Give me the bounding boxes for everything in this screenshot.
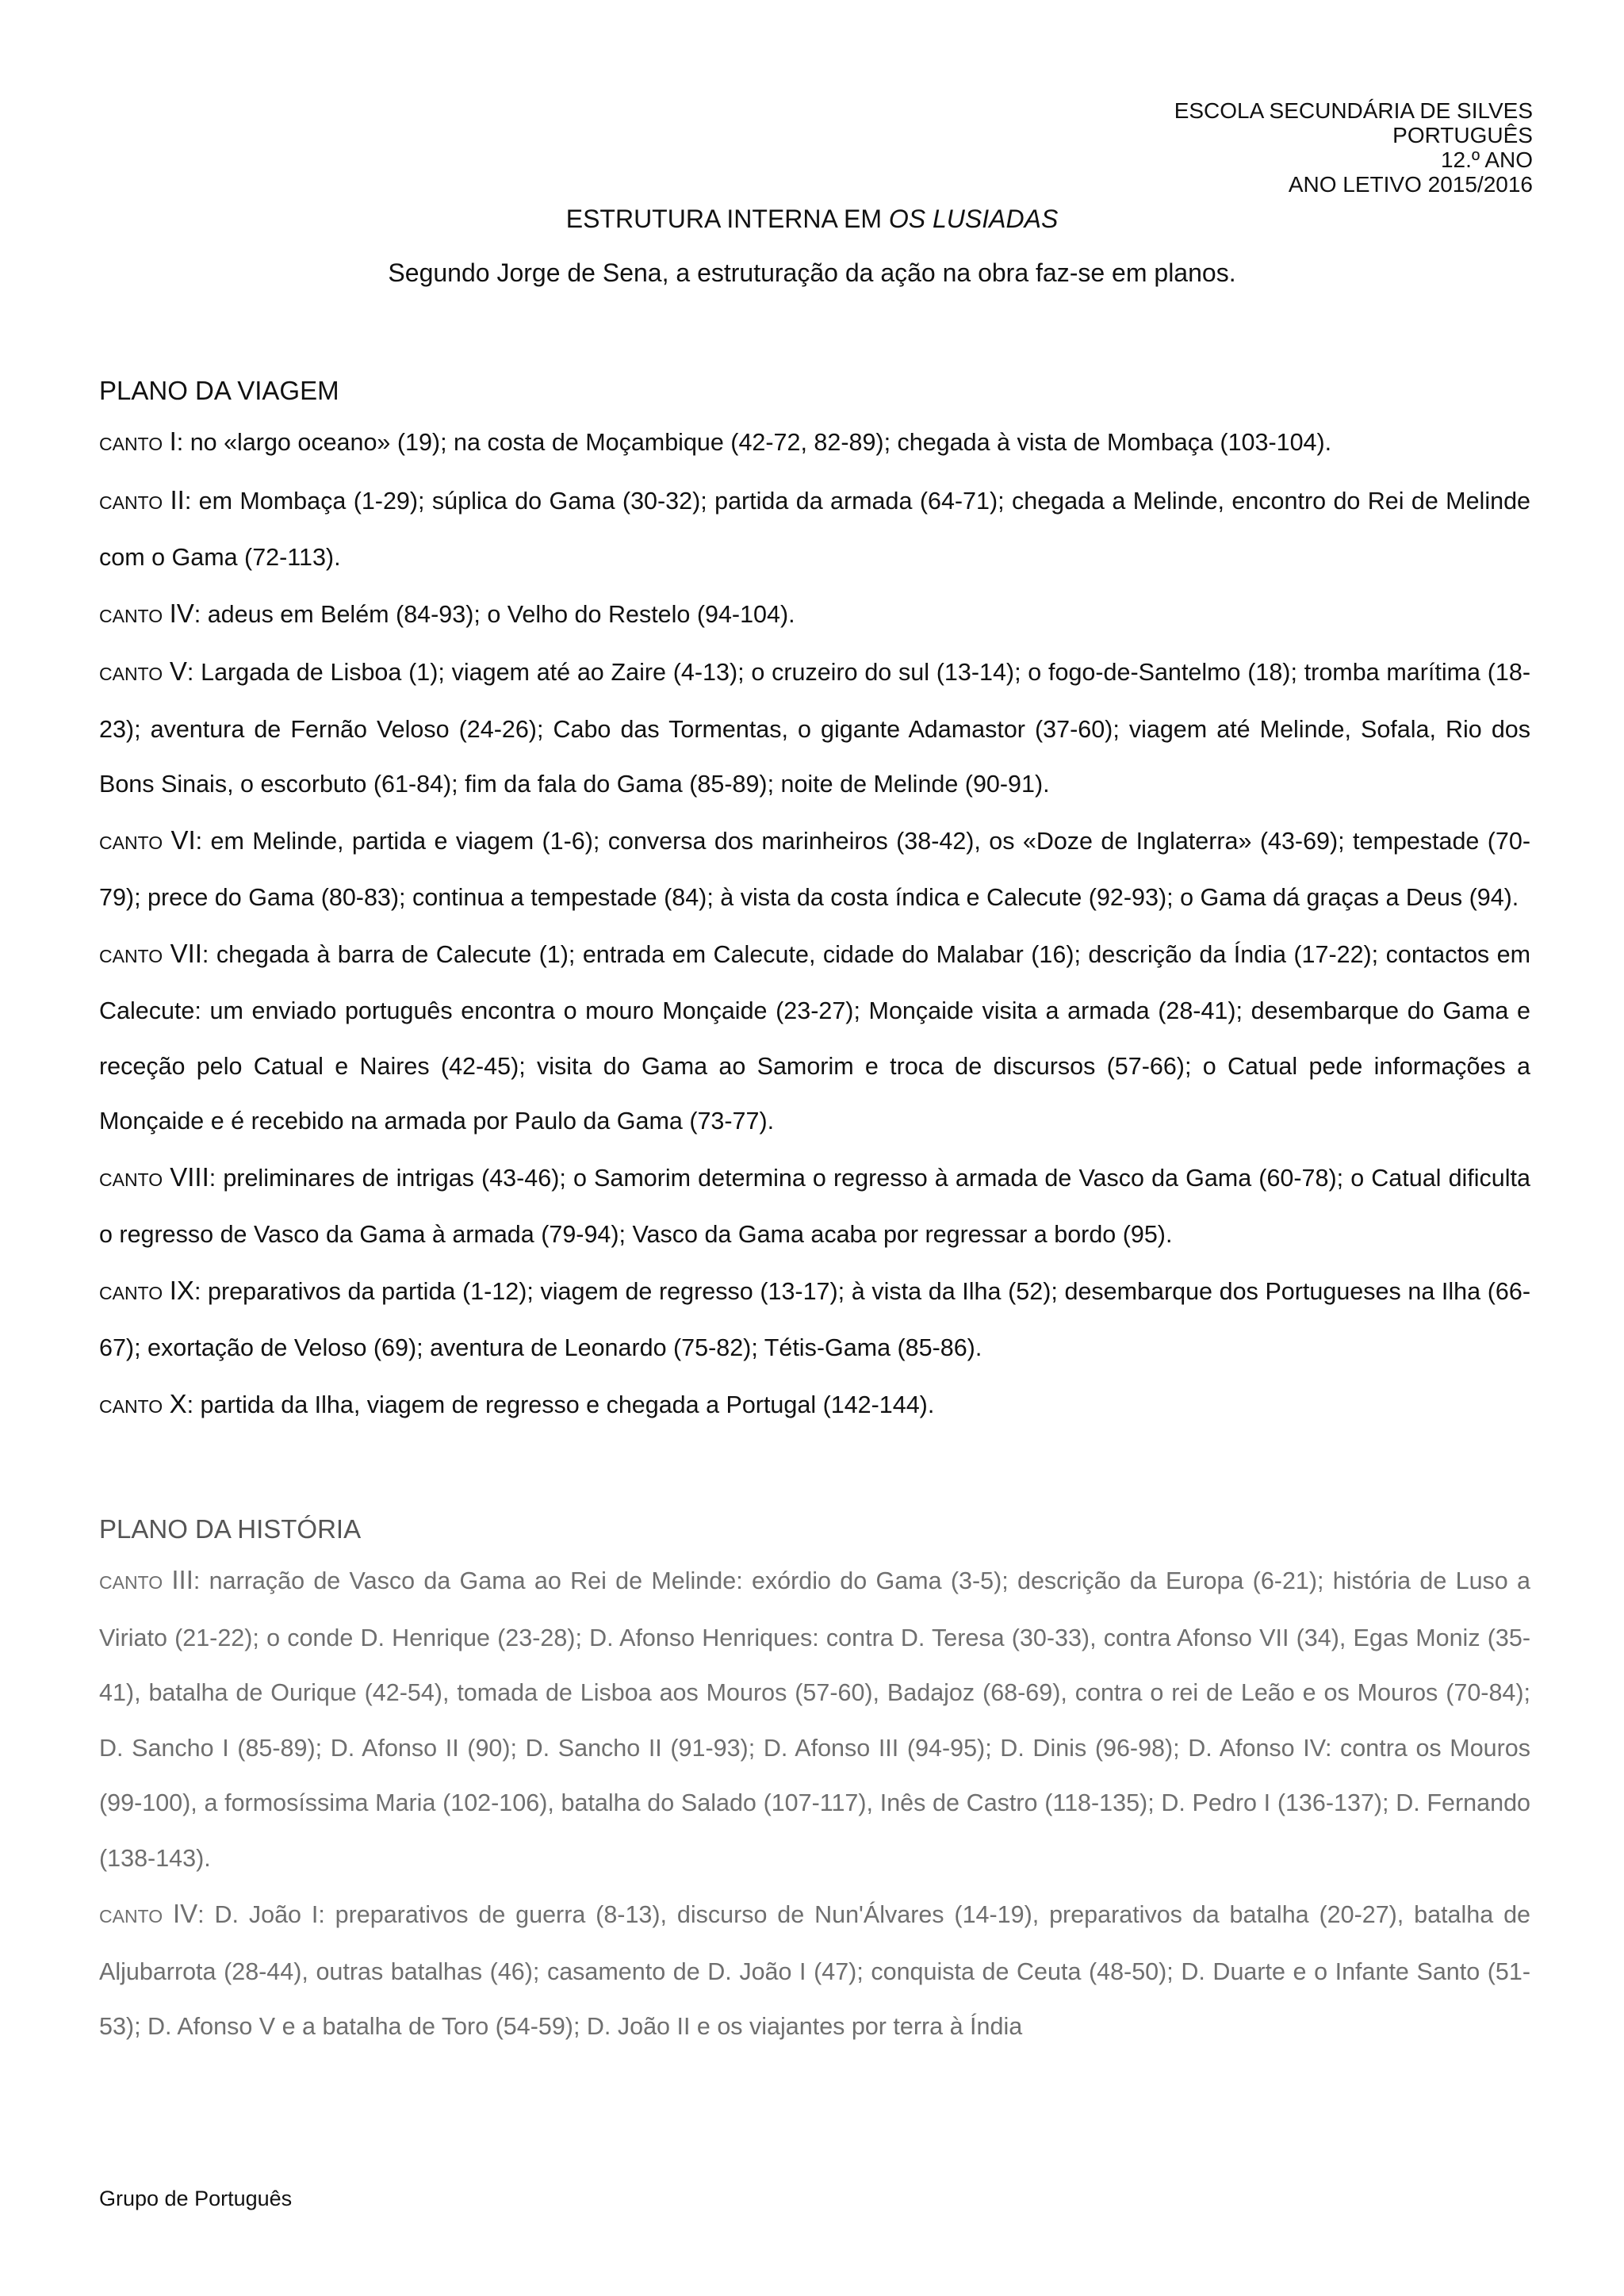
canto-description: : em Melinde, partida e viagem (1-6); conversa dos marinheiros (38-42), os «Doze de Inglaterra» (43-69); tempestade (70-79); prece do Gama (80-83); continua a tempestade (84); à vista da costa índica e Calecute (92-93); o Gama dá graças a Deus (94). bbox=[99, 827, 1530, 911]
canto-entry bbox=[99, 586, 1530, 645]
page-subtitle: Segundo Jorge de Sena, a estruturação da ação na obra faz-se em planos. bbox=[388, 258, 1236, 287]
canto-description: : preparativos da partida (1-12); viagem de regresso (13-17); à vista da Ilha (52); desembarque dos Portugueses na Ilha (66-67); exortação de Veloso (69); aventura de Leonardo (75-82); Tétis-Gama (85-86). bbox=[99, 1277, 1530, 1361]
canto-label: CANTO bbox=[99, 1906, 163, 1927]
title-prefix: ESTRUTURA INTERNA EM bbox=[565, 205, 889, 233]
section-plano-historia bbox=[99, 1506, 1530, 2055]
historia-entries bbox=[99, 1552, 1530, 2055]
canto-description: : D. João I: preparativos de guerra (8-13), discurso de Nun'Álvares (14-19), preparativos da batalha (20-27), batalha de Aljubarrota (28-44), outras batalhas (46); casamento de D. João I (47); conquista de Ceuta (48-50); D. Duarte e o Infante Santo (51-53); D. Afonso V e a batalha de Toro (54-59); D. João II e os viajantes por terra à Índia bbox=[99, 1901, 1530, 2040]
section-heading-viagem: PLANO DA VIAGEM bbox=[99, 376, 339, 405]
canto-number: X bbox=[169, 1388, 187, 1418]
canto-label: CANTO bbox=[99, 1572, 163, 1593]
grade-level: 12.º ANO bbox=[1440, 147, 1533, 172]
canto-label: CANTO bbox=[99, 605, 163, 626]
canto-entry bbox=[99, 644, 1530, 813]
canto-number: II bbox=[170, 484, 185, 515]
canto-number: VI bbox=[170, 825, 196, 855]
canto-description: : em Mombaça (1-29); súplica do Gama (30-32); partida da armada (64-71); chegada a Melinde, encontro do Rei de Melinde com o Gama (72-113). bbox=[99, 487, 1530, 571]
canto-description: : preliminares de intrigas (43-46); o Samorim determina o regresso à armada de Vasco da Gama (60-78); o Catual dificulta o regresso de Vasco da Gama à armada (79-94); Vasco da Gama acaba por regressar a bordo (95). bbox=[99, 1164, 1530, 1248]
title-work: OS LUSIADAS bbox=[888, 205, 1059, 233]
canto-number: IV bbox=[172, 1899, 198, 1928]
page-title bbox=[0, 205, 1624, 234]
viagem-entries bbox=[99, 414, 1530, 1434]
canto-entry bbox=[99, 1552, 1530, 1886]
canto-description: : adeus em Belém (84-93); o Velho do Restelo (94-104). bbox=[193, 600, 795, 628]
section-plano-viagem bbox=[99, 368, 1530, 1434]
canto-entry bbox=[99, 473, 1530, 586]
canto-number: VIII bbox=[170, 1161, 209, 1192]
canto-number: IV bbox=[169, 598, 194, 628]
subject-name: PORTUGUÊS bbox=[1392, 123, 1533, 147]
canto-label: CANTO bbox=[99, 832, 163, 853]
canto-label: CANTO bbox=[99, 1169, 163, 1190]
canto-number: VII bbox=[170, 938, 202, 968]
section-heading-historia: PLANO DA HISTÓRIA bbox=[99, 1514, 362, 1544]
school-header bbox=[1174, 98, 1533, 197]
canto-description: : Largada de Lisboa (1); viagem até ao Zaire (4-13); o cruzeiro do sul (13-14); o fogo-de-Santelmo (18); tromba marítima (18-23); aventura de Fernão Veloso (24-26); Cabo das Tormentas, o gigante Adamastor (37-60); viagem até Melinde, Sofala, Rio dos Bons Sinais, o escorbuto (61-84); fim da fala do Gama (85-89); noite de Melinde (90-91). bbox=[99, 659, 1530, 798]
canto-label: CANTO bbox=[99, 1282, 163, 1303]
canto-description: : partida da Ilha, viagem de regresso e chegada a Portugal (142-144). bbox=[186, 1391, 935, 1418]
canto-label: CANTO bbox=[99, 945, 163, 966]
canto-entry bbox=[99, 414, 1530, 473]
school-name: ESCOLA SECUNDÁRIA DE SILVES bbox=[1174, 98, 1533, 123]
canto-label: CANTO bbox=[99, 434, 163, 454]
canto-entry bbox=[99, 926, 1530, 1150]
canto-label: CANTO bbox=[99, 492, 163, 513]
canto-number: V bbox=[169, 656, 187, 686]
canto-entry bbox=[99, 813, 1530, 926]
canto-entry bbox=[99, 1376, 1530, 1435]
canto-number: I bbox=[169, 427, 177, 456]
canto-entry bbox=[99, 1150, 1530, 1263]
canto-label: CANTO bbox=[99, 664, 163, 684]
canto-entry bbox=[99, 1886, 1530, 2055]
canto-description: : narração de Vasco da Gama ao Rei de Melinde: exórdio do Gama (3-5); descrição da Europa (6-21); história de Luso a Viriato (21-22); o conde D. Henrique (23-28); D. Afonso Henriques: contra D. Teresa (30-33), contra Afonso VII (34), Egas Moniz (35-41), batalha de Ourique (42-54), tomada de Lisboa aos Mouros (57-60), Badajoz (68-69), contra o rei de Leão e os Mouros (70-84); D. Sancho I (85-89); D. Afonso II (90); D. Sancho II (91-93); D. Afonso III (94-95); D. Dinis (96-98); D. Afonso IV: contra os Mouros (99-100), a formosíssima Maria (102-106), batalha do Salado (107-117), Inês de Castro (118-135); D. Pedro I (136-137); D. Fernando (138-143). bbox=[99, 1567, 1530, 1872]
canto-entry bbox=[99, 1263, 1530, 1376]
school-year: ANO LETIVO 2015/2016 bbox=[1288, 172, 1533, 197]
canto-label: CANTO bbox=[99, 1395, 163, 1417]
canto-number: IX bbox=[169, 1275, 194, 1305]
canto-description: : chegada à barra de Calecute (1); entrada em Calecute, cidade do Malabar (16); descrição da Índia (17-22); contactos em Calecute: um enviado português encontra o mouro Monçaide (23-27); Monçaide visita a armada (28-41); desembarque do Gama e receção pelo Catual e Naires (42-45); visita do Gama ao Samorim e troca de discursos (57-66); o Catual pede informações a Monçaide e é recebido na armada por Paulo da Gama (73-77). bbox=[99, 940, 1530, 1135]
page-footer: Grupo de Português bbox=[99, 2187, 293, 2210]
canto-description: : no «largo oceano» (19); na costa de Moçambique (42-72, 82-89); chegada à vista de Mombaça (103-104). bbox=[176, 429, 1332, 456]
canto-number: III bbox=[171, 1565, 193, 1594]
